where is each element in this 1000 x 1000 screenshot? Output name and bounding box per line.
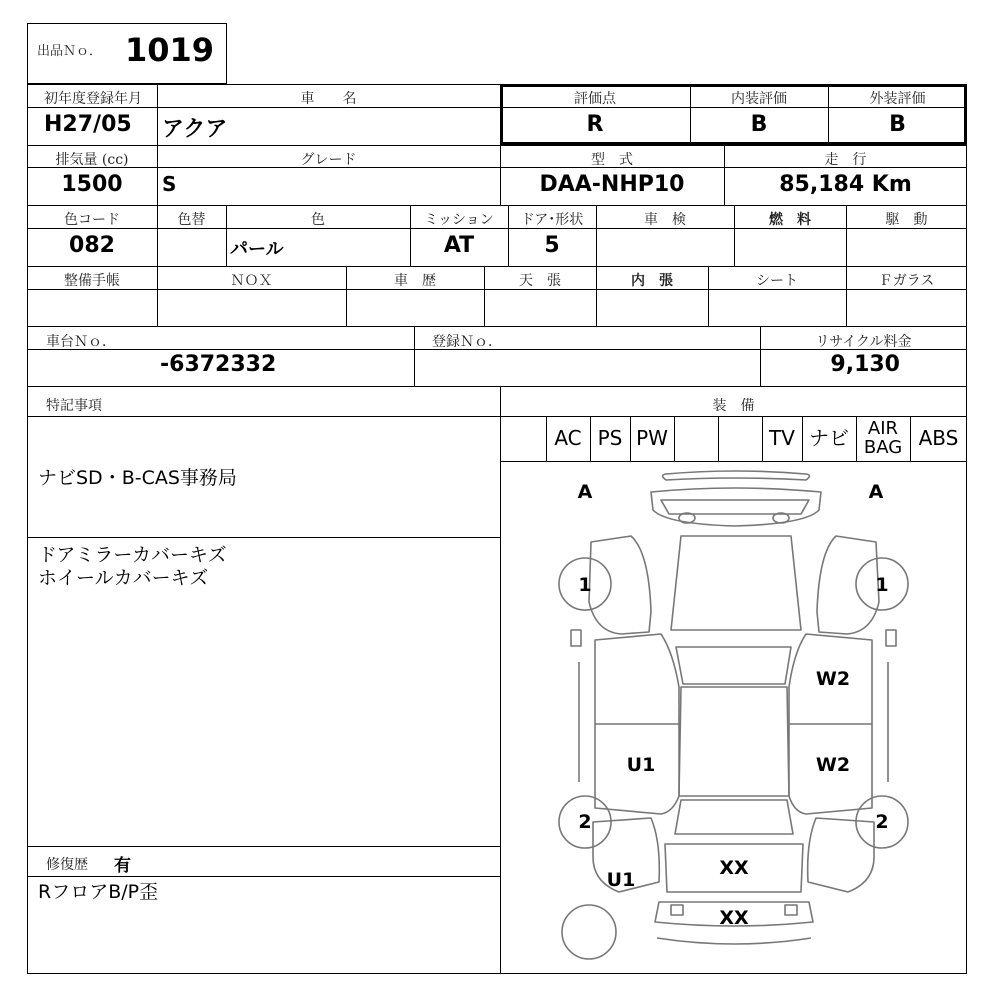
mark-wheel-fr: 1 (875, 574, 889, 596)
nox-label: ＮＯＸ (230, 273, 273, 289)
car-diagram (501, 462, 966, 973)
door-value: 5 (544, 233, 560, 258)
drive-label: 駆 動 (885, 212, 928, 228)
exterior-label: 外装評価 (869, 91, 926, 107)
notes-label: 特記事項 (46, 398, 102, 414)
interior-label: 内装評価 (731, 91, 787, 107)
mark-right-upper: W2 (815, 668, 851, 690)
mark-front-left: A (577, 481, 593, 503)
equipment-navi: ナビ (809, 426, 849, 450)
score-label: 評価点 (574, 91, 616, 107)
glass-label: Ｆガラス (878, 273, 935, 289)
mark-rear-lower: XX (719, 907, 749, 929)
maintenance-label: 整備手帳 (64, 273, 120, 289)
roof-label: 天 張 (519, 273, 561, 289)
equipment-pw: PW (636, 426, 668, 450)
mark-wheel-fl: 1 (578, 574, 592, 596)
recycle-label: リサイクル料金 (815, 334, 912, 350)
mark-left-mid: U1 (626, 754, 656, 776)
mark-left-low: U1 (606, 869, 636, 891)
chassis-label: 車台Ｎｏ． (46, 334, 116, 350)
notes-line-3: ホイールカバーキズ (38, 567, 209, 589)
model-value: DAA-NHP10 (539, 172, 685, 197)
fuel-label: 燃 料 (769, 212, 811, 228)
exterior-value: B (889, 112, 906, 137)
equipment-label: 装 備 (712, 398, 755, 414)
mileage-label: 走 行 (824, 152, 867, 168)
color-code-label: 色コード (64, 212, 120, 228)
inspection-label: 車 検 (644, 212, 686, 228)
mark-rear-upper: XX (719, 857, 749, 879)
recycle-value: 9,130 (830, 352, 900, 377)
mark-wheel-rr: 2 (875, 811, 889, 833)
color-code-value: 082 (69, 233, 115, 258)
car-name-label: 車 名 (300, 91, 357, 107)
notes-line-1: ナビSD・B-CAS事務局 (38, 467, 237, 489)
history-label: 車 歴 (394, 273, 436, 289)
year-label: 初年度登録年月 (44, 91, 142, 107)
chassis-value: -6372332 (160, 352, 277, 377)
mark-front-right: A (868, 481, 884, 503)
displacement-value: 1500 (61, 172, 123, 197)
model-label: 型 式 (591, 152, 633, 168)
year-value: H27/05 (44, 112, 132, 137)
car-name-value: アクア (162, 117, 228, 142)
grade-label: グレード (300, 152, 357, 168)
score-value: R (586, 112, 604, 137)
lot-label: 出品Ｎｏ． (37, 44, 103, 59)
color-label: 色 (311, 212, 325, 228)
equipment-tv: TV (769, 426, 795, 450)
equipment-airbag: AIR BAG (863, 418, 903, 458)
repair-detail: RフロアB/P歪 (38, 881, 159, 903)
repair-label: 修復歴 (46, 857, 88, 873)
color-change-label: 色替 (177, 212, 206, 228)
mark-right-lower: W2 (815, 754, 851, 776)
interior-value: B (750, 112, 768, 137)
registration-label: 登録Ｎｏ． (432, 334, 502, 350)
mission-label: ミッション (424, 212, 494, 228)
equipment-ac: AC (554, 426, 582, 450)
door-label: ドア･形状 (520, 212, 584, 228)
mission-value: AT (443, 233, 475, 258)
mark-wheel-rl: 2 (578, 811, 592, 833)
displacement-label: 排気量 (cc) (55, 152, 129, 168)
mileage-value: 85,184 Km (779, 172, 912, 197)
repair-flag: 有 (114, 856, 131, 876)
grade-value: S (162, 172, 177, 196)
notes-line-2: ドアミラーカバーキズ (38, 544, 227, 566)
equipment-ps: PS (597, 426, 623, 450)
seat-label: シート (756, 273, 798, 289)
lot-number: 1019 (125, 31, 215, 69)
color-value: パール (230, 239, 284, 260)
interior-trim-label: 内 張 (631, 273, 673, 289)
equipment-abs: ABS (918, 426, 959, 450)
